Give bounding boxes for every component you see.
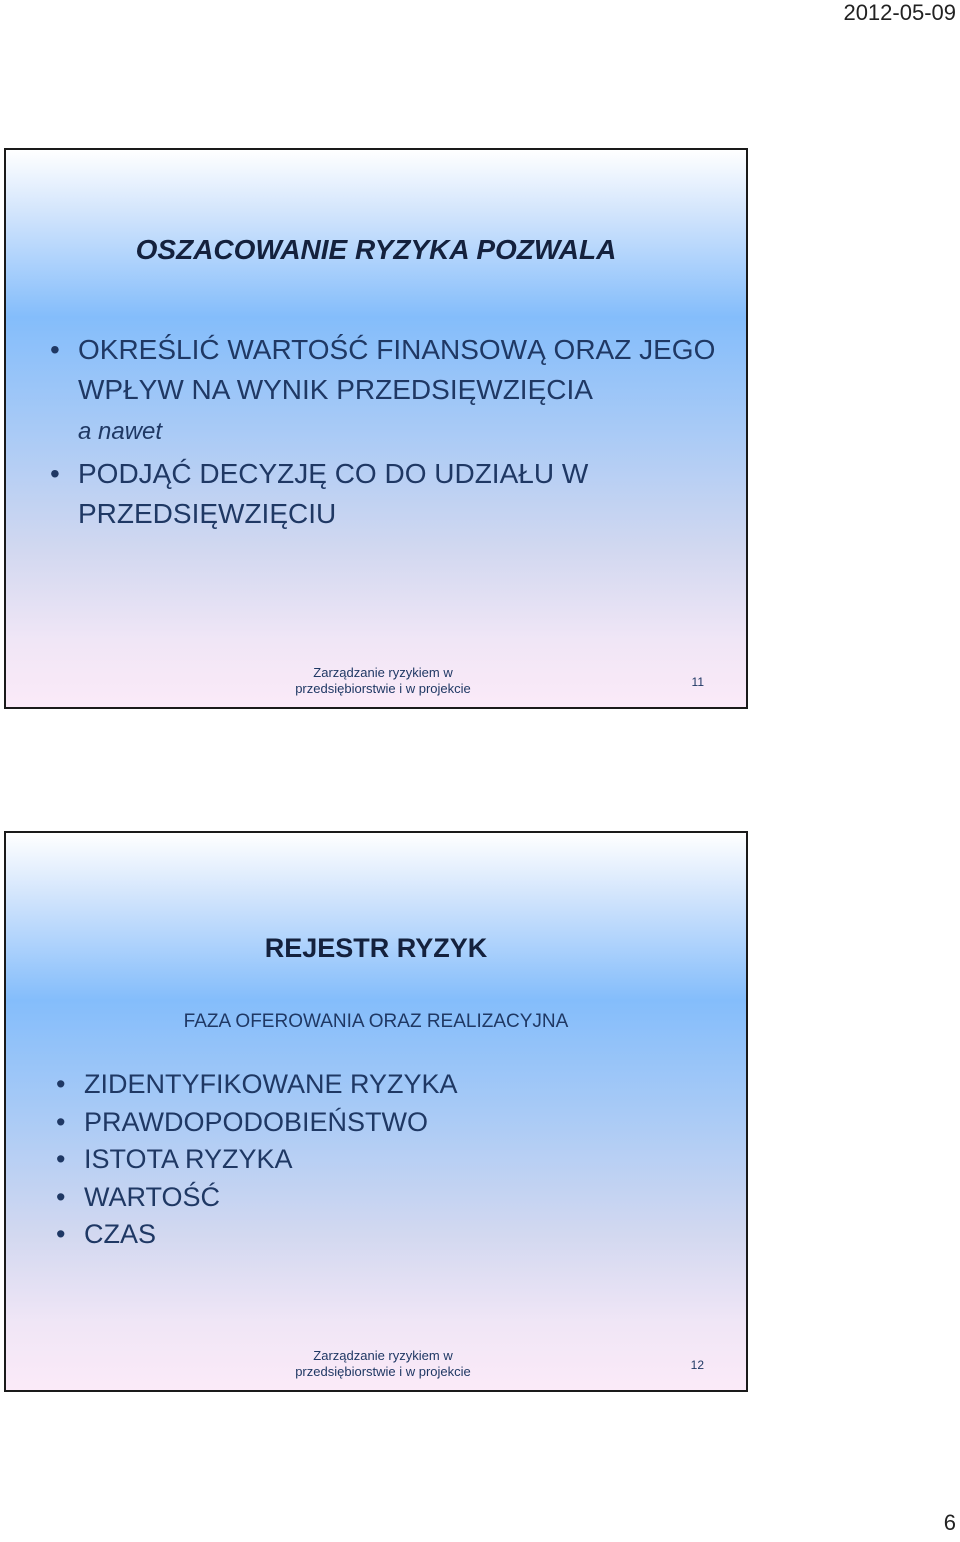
bullet-text: OKREŚLIĆ WARTOŚĆ FINANSOWĄ ORAZ JEGO WPŁYW NA WYNIK PRZEDSIĘWZIĘCIA xyxy=(78,334,716,405)
page-number: 6 xyxy=(943,1510,956,1535)
bullet-text: PODJĄĆ DECYZJĘ CO DO UDZIAŁU W PRZEDSIĘWZIĘCIU xyxy=(78,458,589,529)
slide-footer xyxy=(6,665,748,697)
slide-title: OSZACOWANIE RYZYKA POZWALA xyxy=(135,234,617,265)
bullet-icon: • xyxy=(56,1181,66,1212)
slide-11 xyxy=(4,148,748,709)
slide-footer xyxy=(6,1348,748,1380)
bullet-icon: • xyxy=(50,458,60,489)
list-item xyxy=(56,1216,716,1254)
bullet-text: PRAWDOPODOBIEŃSTWO xyxy=(84,1106,429,1137)
bullet-icon: • xyxy=(56,1069,66,1099)
bullet-icon: • xyxy=(50,334,60,365)
slide-number: 11 xyxy=(691,675,704,689)
bullet-text: ISTOTA RYZYKA xyxy=(84,1144,293,1174)
slide-title: REJESTR RYZYK xyxy=(264,933,488,963)
list-item xyxy=(50,454,730,534)
list-item xyxy=(56,1104,716,1142)
slide-12 xyxy=(4,831,748,1392)
bullet-text: WARTOŚĆ xyxy=(84,1181,221,1212)
list-item xyxy=(50,330,730,410)
aside-text: a nawet xyxy=(78,418,163,445)
list-item xyxy=(56,1179,716,1217)
slide-subtitle: FAZA OFEROWANIA ORAZ REALIZACYJNA xyxy=(183,1011,569,1032)
bullet-text: CZAS xyxy=(84,1219,157,1249)
bullet-icon: • xyxy=(56,1144,66,1174)
slide-number: 12 xyxy=(690,1358,704,1372)
bullet-text: ZIDENTYFIKOWANE RYZYKA xyxy=(84,1069,458,1099)
page-date: 2012-05-09 xyxy=(843,0,956,25)
footer-text: Zarządzanie ryzykiem w przedsiębiorstwie i w projekcie xyxy=(295,665,471,696)
bullet-list xyxy=(50,330,730,534)
bullet-icon: • xyxy=(56,1219,66,1249)
list-item xyxy=(56,1066,716,1104)
bullet-list xyxy=(56,1066,716,1254)
footer-text: Zarządzanie ryzykiem w przedsiębiorstwie i w projekcie xyxy=(295,1348,471,1379)
bullet-icon: • xyxy=(56,1106,66,1137)
list-item xyxy=(56,1141,716,1179)
